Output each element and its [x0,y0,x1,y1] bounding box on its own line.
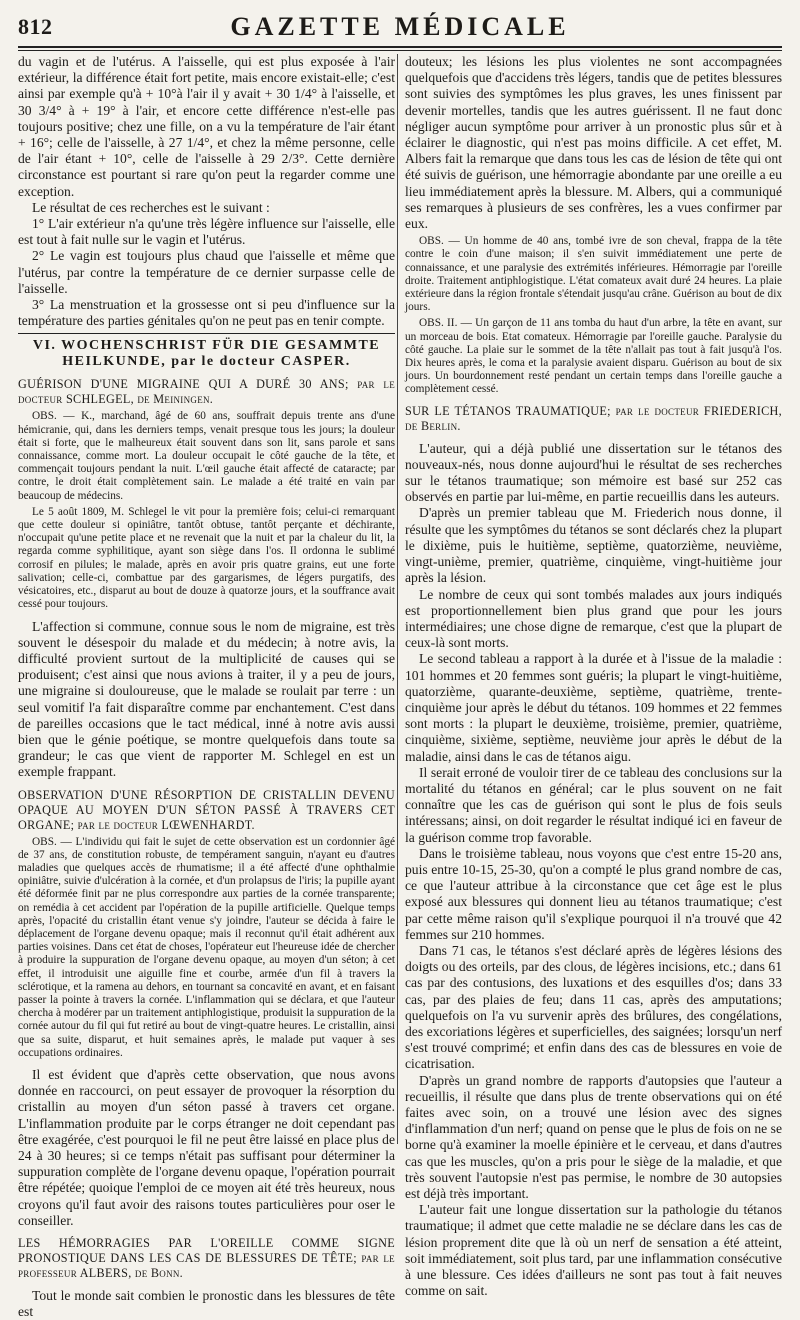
paragraph: D'après un grand nombre de rapports d'autopsies que l'auteur a recueillis, il résulte que dans plus de trente observations qui on été faites avec soin, on a trouvé une lésion avec des signes d'inflammation d'un nerf; quand on pense que le plus de fois on ne se borne qu'à examiner la moelle épinière et le cerveau, et dans d'autres cas que les muscles, qu'on a pris pour le siège de la maladie, et que très souvent l'autopsie n'est pas permise, le nombre de 30 autopsies est déjà très important. [405,1072,782,1202]
journal-title: GAZETTE MÉDICALE [230,12,570,41]
paragraph: du vagin et de l'utérus. A l'aisselle, qui est plus exposée à l'air extérieur, la différence était fort petite, mais encore existait-elle; c'est ainsi par exemple qu'à + 10°à l'air il y avait + 30 1/4° à l'aisselle, et 30 3/4° à + 19° à l'air, et encore cette différence n'est-elle pas toujours positive; chez une fille, on a vu la température de l'air étant + 16°; celle de l'aisselle, à 27 1/4°, et chez la même personne, celle de l'air étant + 10°, celle de l'aisselle à 29 2/3°. Cette dernière circonstance est pourtant si rare qu'on peut la regarder comme une exception. [18,54,395,199]
paragraph: Le nombre de ceux qui sont tombés malades aux jours indiqués est proportionnellement bien plus grand que pour les jours intermédiaires; une chose digne de remarque, c'est que la plupart de ceux-là sont morts. [405,586,782,651]
article-heading: GUÉRISON D'UNE MIGRAINE QUI A DURÉ 30 ANS; par le docteur SCHLEGEL, de Meiningen. [18,377,395,407]
paragraph: Le second tableau a rapport à la durée et à l'issue de la maladie : 101 hommes et 20 femmes sont guéris; la plupart le vingt-huitième, quatorzième, quarante-deuxième, septième, quatrième, trente-cinquième jour après le début du tétanos. 109 hommes et 22 femmes sont morts : la plupart le deuxième, troisième, premier, quatrième, cinquième, sixième, septième, neuvième jour après le début de la maladie, ainsi dans le cas de tétanos aigu. [405,651,782,764]
left-column [18,54,395,1320]
article-heading: SUR LE TÉTANOS TRAUMATIQUE; par le docteur FRIEDERICH, de Berlin. [405,403,782,433]
article-heading: LES HÉMORRAGIES PAR L'OREILLE COMME SIGNE PRONOSTIQUE DANS LES CAS DE BLESSURES DE TÊTE; par le professeur ALBERS, de Bonn. [18,1236,395,1281]
section-heading: VI. WOCHENSCHRIST FÜR DIE GESAMMTE HEILKUNDE, par le docteur CASPER. [18,333,395,370]
paragraph: Tout le monde sait combien le pronostic dans les blessures de tête est [18,1288,395,1320]
header-rule [18,46,782,51]
paragraph: L'auteur fait une longue dissertation sur la pathologie du tétanos traumatique; il admet que cette maladie ne se déclare dans les cas de lésion proprement dite que là où un nerf de sensation a été atteint, soit immédiatement, soit plus tard, par une inflammation consécutive à une blessure. Ces idées d'ailleurs ne sont pas tout à fait neuves comme on sait. [405,1202,782,1299]
observation-text: OBS. — L'individu qui fait le sujet de cette observation est un cordonnier âgé de 37 ans, de constitution robuste, de tempérament sanguin, n'ayant eu d'autres maladies que quelques accès de rhumatisme; il a été affecté d'une ophthalmie opiniâtre, suivie d'ulcération à la cornée, et d'un prolapsus de l'iris; la pupille ayant été déformée finit par ne plus correspondre aux parties de la cornée transparente; on remédia à cet accident par l'opération de la pupille artificielle. Quelque temps après, l'opacité du cristallin étant venue s'y joindre, l'auteur se décida à faire le déplacement de l'organe devenu opaque; mais il reconnut qu'il était adhérent aux parties voisines. Dans cet état de choses, l'opérateur eut l'heureuse idée de chercher à produire la suppuration de l'organe devenu opaque, au moyen d'un séton; à cet effet, il introduisit une aiguille fine et courbe, armée d'un fil à travers la sclérotique, et la ramena au dehors, en tournant sa concavité en avant, et en faisant passer la pointe à travers la cornée. L'inflammation qui se déclara, et que l'auteur chercha à modérer par un traitement antiphlogistique, produisit la suppuration de la cornée autour du fil qui fut retiré au bout de vingt-quatre heures. Le cristallin, ainsi que sa suite, disparut, et huit semaines après, le malade put vaquer à ses occupations ordinaires. [18,835,395,1059]
paragraph: Il est évident que d'après cette observation, que nous avons donnée en raccourci, on peut essayer de provoquer la résorption du cristallin au moyen d'un séton passé à travers cet organe. L'inflammation produite par le corps étranger ne doit cependant pas être exagérée, c'est pourquoi le fil ne peut être laissé en place plus de 24 à 30 heures; si ce temps n'était pas suffisant pour déterminer la suppuration complète de l'organe devenu opaque, l'opération pourrait être répétée; quoique l'emploi de ce moyen ait été très heureux, nous croyons qu'il faut avoir des raisons toutes particulières pour oser le conseiller. [18,1066,395,1228]
paragraph: 2° Le vagin est toujours plus chaud que l'aisselle et même que l'utérus, par contre la température de ce dernier surpasse celle de l'aisselle. [18,248,395,296]
paragraph: 3° La menstruation et la grossesse ont si peu d'influence sur la température des parties génitales qu'on ne peut pas en tenir compte. [18,297,395,329]
column-divider [397,54,398,1144]
observation-text: OBS. — K., marchand, âgé de 60 ans, souffrait depuis trente ans d'une hémicranie, qui, dans les derniers temps, venait presque tous les jours; la douleur était si forte, que le malheureux était souvent dans son lit, sans parole et sans connaissance, comme mort. La douleur occupait le côté gauche de la tête, et commençait toujours pendant la nuit. L'œil gauche était affecté de cataracte; par contre, le droit était complètement sain. Le malade a été traité en vain par beaucoup de médecins. [18,410,395,502]
observation-text: Le 5 août 1809, M. Schlegel le vit pour la première fois; celui-ci remarquant que cette douleur si opiniâtre, tantôt obtuse, tantôt perçante et déchirante, n'occupait qu'une petite place et ne revenait que la nuit et par la chaleur du lit, la regarda comme syphilitique, ayant son siège dans l'os. Il ordonna le sublimé corrosif en pilules; le malade, après en avoir pris quatre grains, eut une forte salivation; celle-ci, combattue par des gargarismes, de légers purgatifs, des vésicatoires, etc., disparut au bout de douze à quatorze jours, et la souffrance avait cessé pour toujours. [18,505,395,611]
observation-text: OBS. II. — Un garçon de 11 ans tomba du haut d'un arbre, la tête en avant, sur un morceau de bois. Etat comateux. Hémorragie par l'oreille gauche. Paralysie du côté gauche. La plaie sur le sommet de la tête n'allait pas tout à fait jusqu'à l'os. Dix heures après, le coma et la paralysie avaient disparu. Guérison au bout de six jours. Un bourdonnement resté pendant un certain temps dans l'oreille gauche a complètement cessé. [405,317,782,396]
paragraph: D'après un premier tableau que M. Friederich nous donne, il résulte que les symptômes du tétanos se sont déclarés chez la plupart le dixième, puis le huitième, septième, quatorzième, neuvième, vingt-unième, premier, quatrième, cinquième, vingt-huitième jour après la lésion. [405,505,782,586]
paragraph: douteux; les lésions les plus violentes ne sont accompagnées quelquefois que d'accidens très légers, tandis que de petites blessures sont suivies des symptômes les plus graves, les unes finissent par devenir mortelles, tandis que les autres guérissent. Il ne faut donc négliger aucun symptôme pour arriver à un pronostic plus sûr et à éclairer le diagnostic, qui n'est pas moins difficile. A cet effet, M. Albers fait la remarque que dans tous les cas de lésion de tête qui ont été suivis de guérison, une hémorragie abondante par une oreille a eu lieu immédiatement après la blessure. M. Albers, qui a communiqué ses remarques à plusieurs de ses confrères, les a vues confirmer par eux. [405,54,782,232]
paragraph: Dans 71 cas, le tétanos s'est déclaré après de légères lésions des doigts ou des orteils, par des clous, de légères incisions, etc.; dans 61 cas par des contusions, des luxations et des esquilles d'os; dans 33 cas, par des plaies de feu; dans 11 cas, après des amputations; quelquefois on l'a vu survenir après des brûlures, des congélations, des excoriations légères et superficielles, des saignées; lorsqu'un nerf s'est trouvé comprimé; et enfin dans des cas de blessures en voie de cicatrisation. [405,942,782,1072]
page-header [18,10,782,44]
paragraph: 1° L'air extérieur n'a qu'une très légère influence sur l'aisselle, elle est tout à fait nulle sur le vagin et l'utérus. [18,216,395,248]
paragraph: Il serait erroné de vouloir tirer de ce tableau des conclusions sur la mortalité du tétanos en général; car le plus souvent on ne fait connaître que les cas de guérison qui sont le plus de fois seuls intéressans; ainsi, on doit regarder le résultat indiqué ici en faveur de la guérison comme trop favorable. [405,764,782,845]
paragraph: Le résultat de ces recherches est le suivant : [32,199,270,215]
paragraph: L'auteur, qui a déjà publié une dissertation sur le tétanos des nouveaux-nés, nous donne aujourd'hui le résultat de ses recherches sur le tétanos traumatique; son mémoire est basé sur 252 cas observés en partie par lui-même, en partie recueillis dans les auteurs. [405,440,782,505]
paragraph: Dans le troisième tableau, nous voyons que c'est entre 15-20 ans, puis entre 10-15, 25-30, qu'on a compté le plus grand nombre de cas, ce que l'auteur attribue à la circonstance que cet âge est le plus exposé aux blessures qui donnent lieu au tétanos traumatique; c'est par cette même raison qu'il s'explique pourquoi il n'a trouvé que 42 femmes sur 210 hommes. [405,845,782,942]
right-column [405,54,782,1299]
page-number: 812 [18,14,53,39]
article-heading: OBSERVATION D'UNE RÉSORPTION DE CRISTALLIN DEVENU OPAQUE AU MOYEN D'UN SÉTON PASSÉ À TRAVERS CET ORGANE; par le docteur LŒWENHARDT. [18,787,395,832]
paragraph: L'affection si commune, connue sous le nom de migraine, est très souvent le désespoir du malade et du médecin; à notre avis, la difficulté provient surtout de la multiplicité de causes qui se produisent; c'est ainsi que nous avions à traiter, il y a peu de jours, une migraine si douloureuse, que le malade se roulait par terre : un seul vomitif l'a fait disparaître comme par enchantement. C'est dans de pareilles occasions que le tact médical, inné à notre avis aussi bien que le génie poétique, se montre quelquefois dans toute sa grandeur; le cas que vient de rapporter M. Schlegel en est un exemple frappant. [18,618,395,780]
observation-text: OBS. — Un homme de 40 ans, tombé ivre de son cheval, frappa de la tête contre le coin d'une maison; il s'en suivit immédiatement une perte de connaissance, et une paralysie des extrémités inférieures. Hémorragie par l'oreille droite. Traitement antiphlogistique. L'état comateux avait duré 24 heures. La plaie extérieure dans la région frontale s'étendait jusqu'au crâne. Guérison au bout de dix jours. [405,235,782,314]
